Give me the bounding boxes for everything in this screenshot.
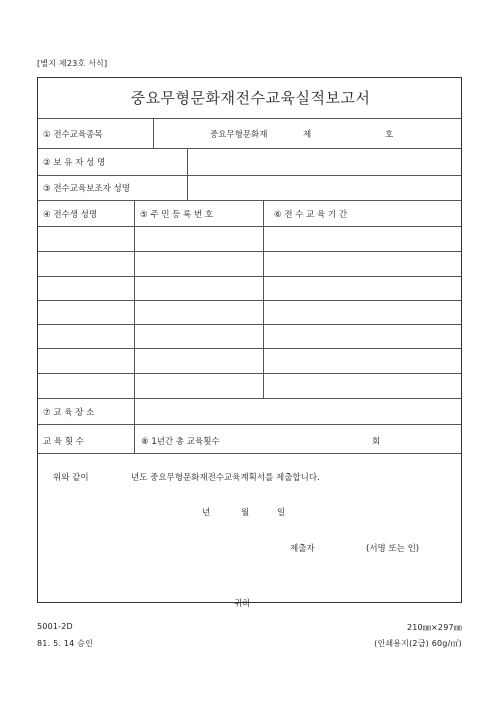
footer-paper-size: 210㎜×297㎜ xyxy=(406,623,462,632)
footer-code: 5001-2D xyxy=(37,622,73,631)
field2-label: ② 보 유 자 성 명 xyxy=(43,158,106,168)
date-day: 일 xyxy=(277,508,286,518)
divider-title xyxy=(38,118,461,119)
statement-text: 년도 중요무형문화재전수교육계획서를 제출합니다. xyxy=(131,473,320,483)
date-year: 년 xyxy=(202,508,211,518)
divider-field1 xyxy=(38,148,461,149)
form-number: [별지 제23호 서식] xyxy=(37,59,108,68)
divider-field2 xyxy=(38,175,461,176)
vline-table-col2 xyxy=(263,200,264,398)
table-header-period: ⑥ 전 수 교 육 기 간 xyxy=(274,210,348,220)
divider-row7 xyxy=(38,398,461,399)
report-form xyxy=(37,77,462,609)
divider-table-header xyxy=(38,226,461,227)
divider-place xyxy=(38,424,461,425)
divider-row3 xyxy=(38,300,461,301)
vline-place-count xyxy=(134,398,135,453)
place-label: ⑦ 교 육 장 소 xyxy=(43,408,95,418)
divider-row2 xyxy=(38,276,461,277)
count-total-label: ⑧ 1년간 총 교육횟수 xyxy=(141,437,220,447)
field1-suffix: 호 xyxy=(385,130,394,140)
vline-field23 xyxy=(187,148,188,200)
divider-field3 xyxy=(38,200,461,201)
field3-label: ③ 전수교육보조자 성명 xyxy=(43,184,130,194)
divider-row1 xyxy=(38,251,461,252)
divider-row6 xyxy=(38,373,461,374)
count-label: 교 육 횟 수 xyxy=(43,437,84,447)
divider-row4 xyxy=(38,324,461,325)
form-title: 중요무형문화재전수교육실적보고서 xyxy=(130,89,371,107)
footer-paper-type: (인쇄용지(2급) 60g/㎡) xyxy=(374,639,462,648)
statement-prefix: 위와 같이 xyxy=(53,473,89,483)
submitter-label: 제출자 xyxy=(290,544,315,554)
count-unit: 회 xyxy=(372,437,381,447)
recipient: 귀하 xyxy=(234,599,251,609)
submitter-sign: (서명 또는 인) xyxy=(366,544,420,554)
vline-field1 xyxy=(153,118,154,148)
divider-row5 xyxy=(38,348,461,349)
vline-table-col1 xyxy=(134,200,135,398)
footer-approval: 81. 5. 14 승인 xyxy=(37,639,94,648)
field1-mid: 제 xyxy=(303,130,312,140)
table-header-id: ⑤ 주 민 등 록 번 호 xyxy=(140,210,214,220)
field1-prefix: 중요무형문화재 xyxy=(210,130,268,140)
field1-label: ① 전수교육종목 xyxy=(43,130,103,140)
table-header-name: ④ 전수생 성명 xyxy=(43,210,98,220)
divider-count xyxy=(38,453,461,454)
date-month: 월 xyxy=(241,508,250,518)
